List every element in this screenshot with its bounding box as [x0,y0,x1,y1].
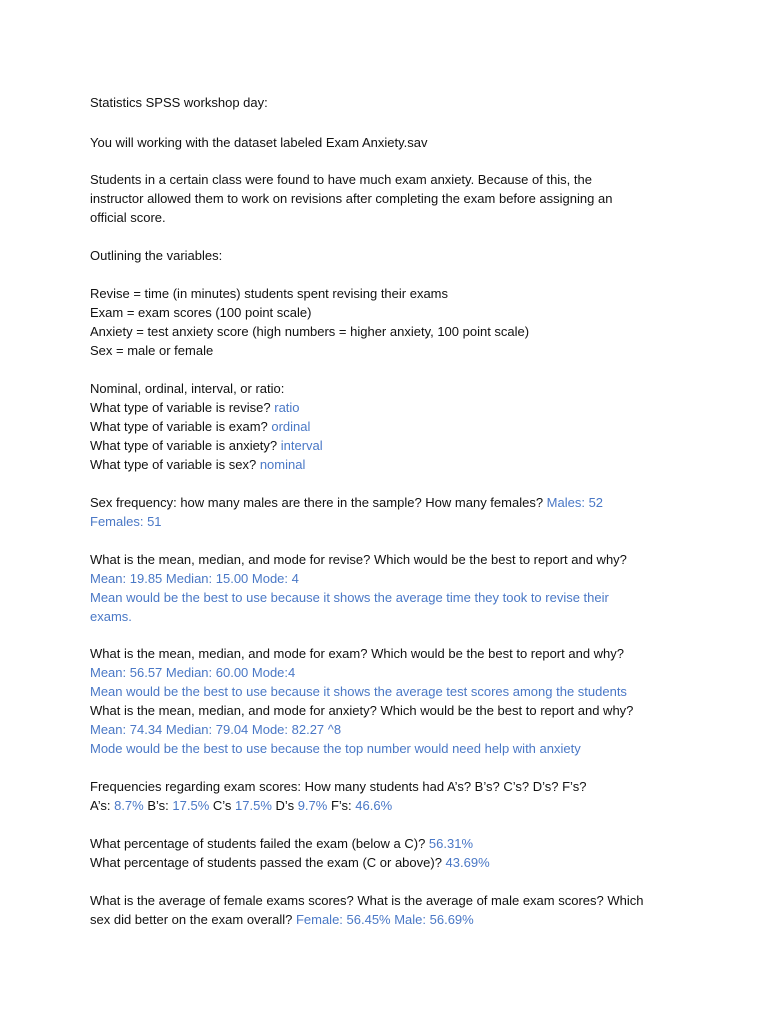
anxiety-why: Mode would be the best to use because the top number would need help with anxiety [90,741,581,756]
variable-revise: Revise = time (in minutes) students spent revising their exams [90,286,449,301]
passed-answer: 43.69% [445,855,490,870]
grade-value: 17.5% [172,798,210,813]
failed-answer: 56.31% [428,836,474,851]
grade-value: 8.7% [114,798,144,813]
variable-exam: Exam = exam scores (100 point scale) [90,305,312,320]
gender-avg-question-line-2 [90,910,474,929]
males-answer: Males: 52 [546,495,604,510]
type-answer: ordinal [271,419,311,434]
outline-heading: Outlining the variables: [90,248,223,263]
grade-value: 17.5% [235,798,272,813]
revise-why-line-1: Mean would be the best to use because it shows the average time they took to revise their [90,590,609,605]
revise-question: What is the mean, median, and mode for revise? Which would be the best to report and why? [90,552,627,567]
exam-stats: Mean: 56.57 Median: 60.00 Mode:4 [90,665,296,680]
gender-avg-question-line-1: What is the average of female exams scores? What is the average of male exam scores? Which [90,893,644,908]
sex-frequency-question [90,493,603,512]
gender-avg-answer: Female: 56.45% Male: 56.69% [295,912,474,927]
intro-line-2: instructor allowed them to work on revisions after completing the exam before assigning an [90,191,613,206]
grades-question: Frequencies regarding exam scores: How many students had A’s? B’s? C’s? D’s? F’s? [90,779,587,794]
grade-label: D’s [271,798,298,813]
grade-label: F’s: [327,798,356,813]
intro-line-3: official score. [90,210,166,225]
grade-label: B’s: [143,798,173,813]
anxiety-question: What is the mean, median, and mode for anxiety? Which would be the best to report and why? [90,703,634,718]
gender-avg-question-text: sex did better on the exam overall? [90,912,296,927]
types-heading: Nominal, ordinal, interval, or ratio: [90,381,285,396]
females-answer: Females: 51 [90,514,162,529]
revise-why-line-2: exams. [90,609,132,624]
type-question-revise [90,398,300,417]
failed-question [90,834,473,853]
revise-stats: Mean: 19.85 Median: 15.00 Mode: 4 [90,571,299,586]
anxiety-stats: Mean: 74.34 Median: 79.04 Mode: 82.27 ^8 [90,722,342,737]
type-answer: ratio [274,400,300,415]
type-answer: interval [280,438,323,453]
intro-line-1: Students in a certain class were found to have much exam anxiety. Because of this, the [90,172,592,187]
exam-why: Mean would be the best to use because it shows the average test scores among the students [90,684,627,699]
grade-value: 9.7% [297,798,328,813]
grade-label: A’s: [90,798,115,813]
type-question-anxiety [90,436,323,455]
type-answer: nominal [259,457,306,472]
type-question-sex [90,455,305,474]
exam-question: What is the mean, median, and mode for exam? Which would be the best to report and why? [90,646,625,661]
type-question-text: What type of variable is sex? [90,457,260,472]
passed-question [90,853,490,872]
type-question-exam [90,417,310,436]
variable-anxiety: Anxiety = test anxiety score (high numbers = higher anxiety, 100 point scale) [90,324,530,339]
type-question-text: What type of variable is exam? [90,419,272,434]
grades-answers [90,796,392,815]
type-question-text: What type of variable is anxiety? [90,438,281,453]
grade-value: 46.6% [355,798,393,813]
type-question-text: What type of variable is revise? [90,400,275,415]
document-title: Statistics SPSS workshop day: [90,95,268,110]
sex-frequency-text: Sex frequency: how many males are there in the sample? How many females? [90,495,547,510]
failed-question-text: What percentage of students failed the exam (below a C)? [90,836,429,851]
passed-question-text: What percentage of students passed the exam (C or above)? [90,855,446,870]
grade-label: C’s [209,798,236,813]
dataset-line: You will working with the dataset labeled Exam Anxiety.sav [90,135,428,150]
variable-sex: Sex = male or female [90,343,214,358]
